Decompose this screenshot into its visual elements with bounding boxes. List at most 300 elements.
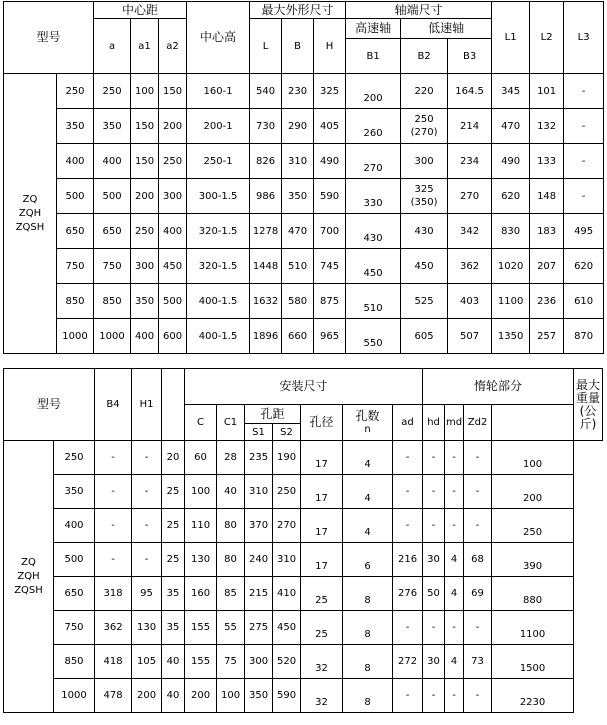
series-name: ZQH — [17, 570, 40, 582]
ad-cell: - — [393, 611, 423, 645]
zd2-header: Zd2 — [464, 405, 492, 441]
zd2-cell: - — [464, 441, 492, 475]
a1-cell: 100 — [131, 74, 159, 109]
l1-cell: 490 — [492, 144, 530, 179]
hd-cell: 30 — [423, 543, 445, 577]
c1-cell: 55 — [217, 611, 245, 645]
c-cell: 155 — [185, 645, 217, 679]
md-cell: - — [445, 679, 464, 713]
a-cell: 250 — [94, 74, 131, 109]
table-row — [4, 679, 603, 713]
b1-cell: 450 — [346, 249, 401, 284]
c-cell: 160 — [185, 577, 217, 611]
l-cell: 1896 — [250, 319, 282, 354]
ad-cell: - — [393, 475, 423, 509]
series-name: ZQH — [18, 207, 42, 219]
h-cell: 745 — [314, 249, 346, 284]
hd-cell: - — [423, 611, 445, 645]
a2-cell: 600 — [159, 319, 187, 354]
max-dims-header: 最大外形尺寸 — [250, 2, 346, 19]
max-weight-cell: 880 — [492, 577, 574, 611]
b1-header: B1 — [346, 39, 401, 74]
b2-value: 450 — [414, 260, 434, 272]
s2-cell: 190 — [273, 441, 301, 475]
center-distance-header: 中心距 — [94, 2, 187, 19]
l1-header: L1 — [492, 2, 530, 74]
s2-cell: 310 — [273, 543, 301, 577]
h1-cell: 95 — [132, 577, 162, 611]
c1-cell: 75 — [217, 645, 245, 679]
b4-cell: 318 — [95, 577, 132, 611]
unlabeled-cell: 20 — [162, 441, 185, 475]
ch-cell: 320-1.5 — [187, 214, 250, 249]
l3-cell: 495 — [564, 214, 604, 249]
unlabeled-cell: 25 — [162, 509, 185, 543]
b1-cell: 550 — [346, 319, 401, 354]
model-size-cell: 250 — [57, 74, 94, 109]
hole-count-cell: 6 — [343, 543, 393, 577]
table-row — [4, 249, 604, 284]
l1-cell: 1350 — [492, 319, 530, 354]
s1-header: S1 — [245, 424, 273, 441]
b2-value: 430 — [414, 225, 434, 237]
a-cell: 350 — [94, 109, 131, 144]
max-weight-cell: 1100 — [492, 611, 574, 645]
md-cell: 4 — [445, 577, 464, 611]
hd-cell: - — [423, 475, 445, 509]
model-size-cell: 350 — [54, 475, 95, 509]
c1-cell: 100 — [217, 679, 245, 713]
b2-alt-value: (270) — [410, 127, 438, 138]
hole-count-cell: 8 — [343, 611, 393, 645]
b3-cell: 342 — [448, 214, 492, 249]
h-cell: 590 — [314, 179, 346, 214]
c1-cell: 40 — [217, 475, 245, 509]
l-cell: 1448 — [250, 249, 282, 284]
hole-count-cell: 8 — [343, 577, 393, 611]
a-header: a — [94, 19, 131, 74]
ad-cell: 216 — [393, 543, 423, 577]
s2-cell: 450 — [273, 611, 301, 645]
h-cell: 875 — [314, 284, 346, 319]
ch-cell: 200-1 — [187, 109, 250, 144]
b2-cell — [401, 144, 448, 179]
b2-value: 300 — [414, 155, 434, 167]
max-weight-header — [574, 369, 603, 441]
s1-cell: 235 — [245, 441, 273, 475]
l3-cell: 620 — [564, 249, 604, 284]
table-row — [4, 74, 604, 109]
l1-cell: 830 — [492, 214, 530, 249]
b2-cell — [401, 214, 448, 249]
b2-value: 220 — [414, 85, 434, 97]
h-cell: 490 — [314, 144, 346, 179]
ad-header: ad — [393, 405, 423, 441]
l2-cell: 236 — [530, 284, 564, 319]
a-cell: 650 — [94, 214, 131, 249]
b4-cell: - — [95, 543, 132, 577]
model-size-cell: 500 — [54, 543, 95, 577]
md-cell: - — [445, 611, 464, 645]
install-dims-header: 安装尺寸 — [185, 369, 423, 405]
a2-cell: 450 — [159, 249, 187, 284]
hd-header: hd — [423, 405, 445, 441]
ch-cell: 400-1.5 — [187, 284, 250, 319]
c-header: C — [185, 405, 217, 441]
hole-diameter-cell: 25 — [301, 577, 343, 611]
a1-header: a1 — [131, 19, 159, 74]
b-header: B — [282, 19, 314, 74]
c-cell: 100 — [185, 475, 217, 509]
l3-header: L3 — [564, 2, 604, 74]
zd2-cell: - — [464, 475, 492, 509]
hole-count-header — [343, 405, 393, 441]
model-size-cell: 400 — [57, 144, 94, 179]
b-cell: 350 — [282, 179, 314, 214]
l3-cell: - — [564, 179, 604, 214]
ad-cell: 272 — [393, 645, 423, 679]
table-row — [4, 319, 604, 354]
h1-cell: 200 — [132, 679, 162, 713]
s1-cell: 215 — [245, 577, 273, 611]
table-row — [4, 214, 604, 249]
b3-cell: 403 — [448, 284, 492, 319]
table-row — [4, 441, 603, 475]
l2-header: L2 — [530, 2, 564, 74]
b3-cell: 234 — [448, 144, 492, 179]
hd-cell: 30 — [423, 645, 445, 679]
l-cell: 1632 — [250, 284, 282, 319]
hd-cell: 50 — [423, 577, 445, 611]
s1-cell: 370 — [245, 509, 273, 543]
b4-cell: - — [95, 509, 132, 543]
unlabeled-cell: 40 — [162, 679, 185, 713]
a1-cell: 300 — [131, 249, 159, 284]
b4-cell: 362 — [95, 611, 132, 645]
l2-cell: 132 — [530, 109, 564, 144]
c1-cell: 28 — [217, 441, 245, 475]
b-cell: 290 — [282, 109, 314, 144]
ad-cell: - — [393, 679, 423, 713]
model-size-cell: 750 — [54, 611, 95, 645]
s2-cell: 410 — [273, 577, 301, 611]
b2-value: 250 — [414, 114, 434, 125]
series-name: ZQSH — [14, 584, 43, 596]
l1-cell: 1100 — [492, 284, 530, 319]
a-cell: 750 — [94, 249, 131, 284]
s1-cell: 300 — [245, 645, 273, 679]
c1-cell: 85 — [217, 577, 245, 611]
c1-header: C1 — [217, 405, 245, 441]
hole-distance-header: 孔距 — [245, 405, 301, 424]
a2-cell: 150 — [159, 74, 187, 109]
l1-cell: 620 — [492, 179, 530, 214]
series-name: ZQ — [22, 193, 38, 205]
b4-cell: 478 — [95, 679, 132, 713]
hole-diameter-cell: 32 — [301, 679, 343, 713]
b1-cell: 270 — [346, 144, 401, 179]
unlabeled-cell: 35 — [162, 611, 185, 645]
h-cell: 325 — [314, 74, 346, 109]
a-cell: 400 — [94, 144, 131, 179]
l-cell: 986 — [250, 179, 282, 214]
b-cell: 310 — [282, 144, 314, 179]
model-size-cell: 1000 — [57, 319, 94, 354]
c-cell: 200 — [185, 679, 217, 713]
hole-diameter-cell: 17 — [301, 543, 343, 577]
s2-cell: 270 — [273, 509, 301, 543]
md-cell: - — [445, 441, 464, 475]
a-cell: 1000 — [94, 319, 131, 354]
zd2-cell: 73 — [464, 645, 492, 679]
b3-cell: 214 — [448, 109, 492, 144]
model-size-cell: 400 — [54, 509, 95, 543]
b1-cell: 430 — [346, 214, 401, 249]
max-weight-cell: 100 — [492, 441, 574, 475]
a2-cell: 400 — [159, 214, 187, 249]
s1-cell: 240 — [245, 543, 273, 577]
b2-alt-value: (350) — [410, 197, 438, 208]
l3-cell: - — [564, 109, 604, 144]
unlabeled-cell: 40 — [162, 645, 185, 679]
unlabeled-cell: 35 — [162, 577, 185, 611]
b2-cell — [401, 319, 448, 354]
hole-count-cell: 4 — [343, 441, 393, 475]
table-row — [4, 645, 603, 679]
a2-cell: 300 — [159, 179, 187, 214]
dimensions-table — [3, 1, 604, 354]
b2-value: 525 — [414, 295, 434, 307]
b1-cell: 260 — [346, 109, 401, 144]
zd2-cell: 68 — [464, 543, 492, 577]
hole-diameter-cell: 32 — [301, 645, 343, 679]
l-cell: 540 — [250, 74, 282, 109]
hd-cell: - — [423, 509, 445, 543]
h-cell: 700 — [314, 214, 346, 249]
model-size-cell: 250 — [54, 441, 95, 475]
h-cell: 965 — [314, 319, 346, 354]
hole-diameter-cell: 25 — [301, 611, 343, 645]
l1-cell: 470 — [492, 109, 530, 144]
ch-cell: 250-1 — [187, 144, 250, 179]
b1-cell: 200 — [346, 74, 401, 109]
b4-cell: - — [95, 475, 132, 509]
l2-cell: 133 — [530, 144, 564, 179]
ad-cell: 276 — [393, 577, 423, 611]
l-header: L — [250, 19, 282, 74]
s2-cell: 590 — [273, 679, 301, 713]
model-size-cell: 850 — [54, 645, 95, 679]
c-cell: 110 — [185, 509, 217, 543]
table-row — [4, 611, 603, 645]
b-cell: 580 — [282, 284, 314, 319]
shaft-dims-header: 轴端尺寸 — [346, 2, 492, 19]
table-row — [4, 109, 604, 144]
l3-cell: - — [564, 144, 604, 179]
table-row — [4, 284, 604, 319]
b4-header: B4 — [95, 369, 132, 441]
ch-cell: 320-1.5 — [187, 249, 250, 284]
a2-cell: 200 — [159, 109, 187, 144]
table-row — [4, 543, 603, 577]
hole-count-label: 孔数 — [355, 408, 380, 423]
md-cell: 4 — [445, 543, 464, 577]
hole-count-cell: 8 — [343, 645, 393, 679]
b3-cell: 164.5 — [448, 74, 492, 109]
h-header: H — [314, 19, 346, 74]
l-cell: 1278 — [250, 214, 282, 249]
center-height-header: 中心高 — [187, 2, 250, 74]
zd2-cell: - — [464, 611, 492, 645]
s2-header: S2 — [273, 424, 301, 441]
model-size-cell: 650 — [54, 577, 95, 611]
series-name: ZQ — [21, 556, 36, 568]
b1-cell: 510 — [346, 284, 401, 319]
model-size-cell: 850 — [57, 284, 94, 319]
h1-cell: 130 — [132, 611, 162, 645]
zd2-cell: - — [464, 509, 492, 543]
b3-cell: 362 — [448, 249, 492, 284]
model-header: 型号 — [4, 369, 95, 441]
ch-cell: 300-1.5 — [187, 179, 250, 214]
l-cell: 730 — [250, 109, 282, 144]
b2-cell — [401, 284, 448, 319]
max-weight-label: 最大重量 — [576, 377, 601, 405]
b2-cell — [401, 179, 448, 214]
installation-table — [3, 368, 603, 713]
a1-cell: 400 — [131, 319, 159, 354]
s1-cell: 275 — [245, 611, 273, 645]
model-size-cell: 750 — [57, 249, 94, 284]
l2-cell: 101 — [530, 74, 564, 109]
h1-cell: - — [132, 441, 162, 475]
b-cell: 660 — [282, 319, 314, 354]
weight-unit-label: (公斤) — [579, 403, 597, 431]
b2-cell — [401, 109, 448, 144]
max-weight-cell: 200 — [492, 475, 574, 509]
s2-cell: 250 — [273, 475, 301, 509]
hole-count-cell: 4 — [343, 475, 393, 509]
hd-cell: - — [423, 679, 445, 713]
h1-header: H1 — [132, 369, 162, 441]
a1-cell: 200 — [131, 179, 159, 214]
table-row — [4, 577, 603, 611]
blank-header — [162, 369, 185, 441]
a1-cell: 350 — [131, 284, 159, 319]
low-speed-header: 低速轴 — [401, 19, 492, 39]
max-weight-cell: 1500 — [492, 645, 574, 679]
h1-cell: 105 — [132, 645, 162, 679]
h1-cell: - — [132, 543, 162, 577]
b-cell: 230 — [282, 74, 314, 109]
b3-cell: 270 — [448, 179, 492, 214]
md-cell: 4 — [445, 645, 464, 679]
l2-cell: 207 — [530, 249, 564, 284]
zd2-cell: - — [464, 679, 492, 713]
md-header: md — [445, 405, 464, 441]
a2-header: a2 — [159, 19, 187, 74]
max-weight-cell: 390 — [492, 543, 574, 577]
c1-cell: 80 — [217, 509, 245, 543]
ch-cell: 400-1.5 — [187, 319, 250, 354]
l3-cell: - — [564, 74, 604, 109]
s2-cell: 520 — [273, 645, 301, 679]
hole-diameter-cell: 17 — [301, 509, 343, 543]
ch-cell: 160-1 — [187, 74, 250, 109]
installation-table-body — [4, 441, 603, 713]
max-weight-cell: 2230 — [492, 679, 574, 713]
b1-cell: 330 — [346, 179, 401, 214]
b4-cell: 418 — [95, 645, 132, 679]
b-cell: 510 — [282, 249, 314, 284]
l2-cell: 148 — [530, 179, 564, 214]
ad-cell: - — [393, 509, 423, 543]
hole-diameter-cell: 17 — [301, 475, 343, 509]
table-row — [4, 144, 604, 179]
c-cell: 130 — [185, 543, 217, 577]
table-row — [4, 179, 604, 214]
dimensions-table-body — [4, 74, 604, 354]
a1-cell: 250 — [131, 214, 159, 249]
b2-value: 605 — [414, 330, 434, 342]
max-weight-cell: 250 — [492, 509, 574, 543]
table-row — [4, 509, 603, 543]
l1-cell: 345 — [492, 74, 530, 109]
h1-cell: - — [132, 475, 162, 509]
model-series — [4, 74, 57, 354]
table-row — [4, 475, 603, 509]
c-cell: 155 — [185, 611, 217, 645]
a-cell: 850 — [94, 284, 131, 319]
high-speed-header: 高速轴 — [346, 19, 401, 39]
model-size-cell: 500 — [57, 179, 94, 214]
hole-count-cell: 4 — [343, 509, 393, 543]
hole-count-cell: 8 — [343, 679, 393, 713]
unlabeled-cell: 25 — [162, 475, 185, 509]
l2-cell: 257 — [530, 319, 564, 354]
b4-cell: - — [95, 441, 132, 475]
a-cell: 500 — [94, 179, 131, 214]
n-label: n — [364, 423, 371, 435]
l2-cell: 183 — [530, 214, 564, 249]
s1-cell: 310 — [245, 475, 273, 509]
b-cell: 470 — [282, 214, 314, 249]
a1-cell: 150 — [131, 144, 159, 179]
l3-cell: 610 — [564, 284, 604, 319]
idler-header: 惰轮部分 — [423, 369, 574, 405]
c1-cell: 80 — [217, 543, 245, 577]
model-size-cell: 1000 — [54, 679, 95, 713]
l1-cell: 1020 — [492, 249, 530, 284]
c-cell: 60 — [185, 441, 217, 475]
unlabeled-cell: 25 — [162, 543, 185, 577]
hole-diameter-header: 孔径 — [301, 405, 343, 441]
s1-cell: 350 — [245, 679, 273, 713]
b3-cell: 507 — [448, 319, 492, 354]
series-name: ZQSH — [15, 221, 45, 233]
l-cell: 826 — [250, 144, 282, 179]
hd-cell: - — [423, 441, 445, 475]
b2-value: 325 — [414, 184, 434, 195]
h1-cell: - — [132, 509, 162, 543]
a2-cell: 250 — [159, 144, 187, 179]
ad-cell: - — [393, 441, 423, 475]
a1-cell: 150 — [131, 109, 159, 144]
model-size-cell: 650 — [57, 214, 94, 249]
h-cell: 405 — [314, 109, 346, 144]
b2-cell — [401, 249, 448, 284]
model-header: 型号 — [4, 2, 94, 74]
